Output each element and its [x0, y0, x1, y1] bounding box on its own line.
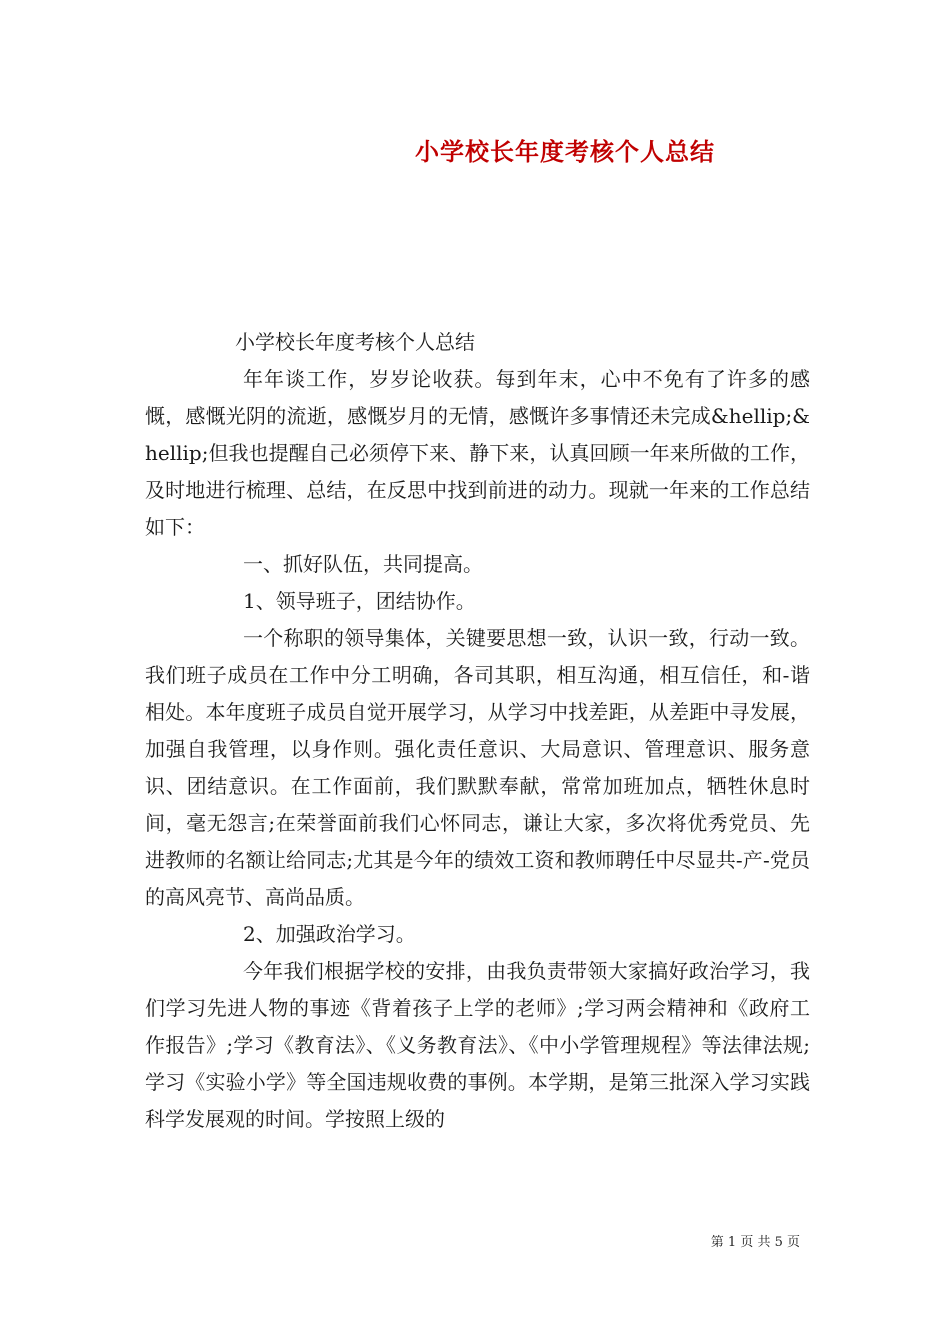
page-number: 第 1 页 共 5 页	[710, 1235, 800, 1250]
subtitle: 小学校长年度考核个人总结	[235, 330, 475, 354]
document-body	[145, 324, 810, 1138]
paragraph-intro: 年年谈工作，岁岁论收获。每到年末，心中不免有了许多的感慨，感慨光阴的流逝，感慨岁月的无情，感慨许多事情还未完成&hellip;&hellip;但我也提醒自己必须停下来、静下来，认真回顾一年来所做的工作，及时地进行梳理、总结，在反思中找到前进的动力。现就一年来的工作总结如下：	[145, 367, 810, 539]
document-title: 小学校长年度考核个人总结	[415, 137, 715, 166]
paragraph-leadership: 一个称职的领导集体，关键要思想一致，认识一致，行动一致。我们班子成员在工作中分工明确，各司其职，相互沟通，相互信任，和-谐相处。本年度班子成员自觉开展学习，从学习中找差距，从差距中寻发展，加强自我管理，以身作则。强化责任意识、大局意识、管理意识、服务意识、团结意识。在工作面前，我们默默奉献，常常加班加点，牺牲休息时间，毫无怨言;在荣誉面前我们心怀同志，谦让大家，多次将优秀党员、先进教师的名额让给同志;尤其是今年的绩效工资和教师聘任中尽显共-产-党员的高风亮节、高尚品质。	[145, 626, 810, 909]
paragraph-political-study: 今年我们根据学校的安排，由我负责带领大家搞好政治学习，我们学习先进人物的事迹《背着孩子上学的老师》;学习两会精神和《政府工作报告》;学习《教育法》、《义务教育法》、《中小学管理规程》等法律法规;学习《实验小学》等全国违规收费的事例。本学期，是第三批深入学习实践科学发展观的时间。学按照上级的	[145, 959, 810, 1131]
section-heading-1: 一、抓好队伍，共同提高。	[243, 552, 483, 576]
subsection-heading-1: 1、领导班子，团结协作。	[243, 589, 476, 613]
subsection-heading-2: 2、加强政治学习。	[243, 922, 416, 946]
